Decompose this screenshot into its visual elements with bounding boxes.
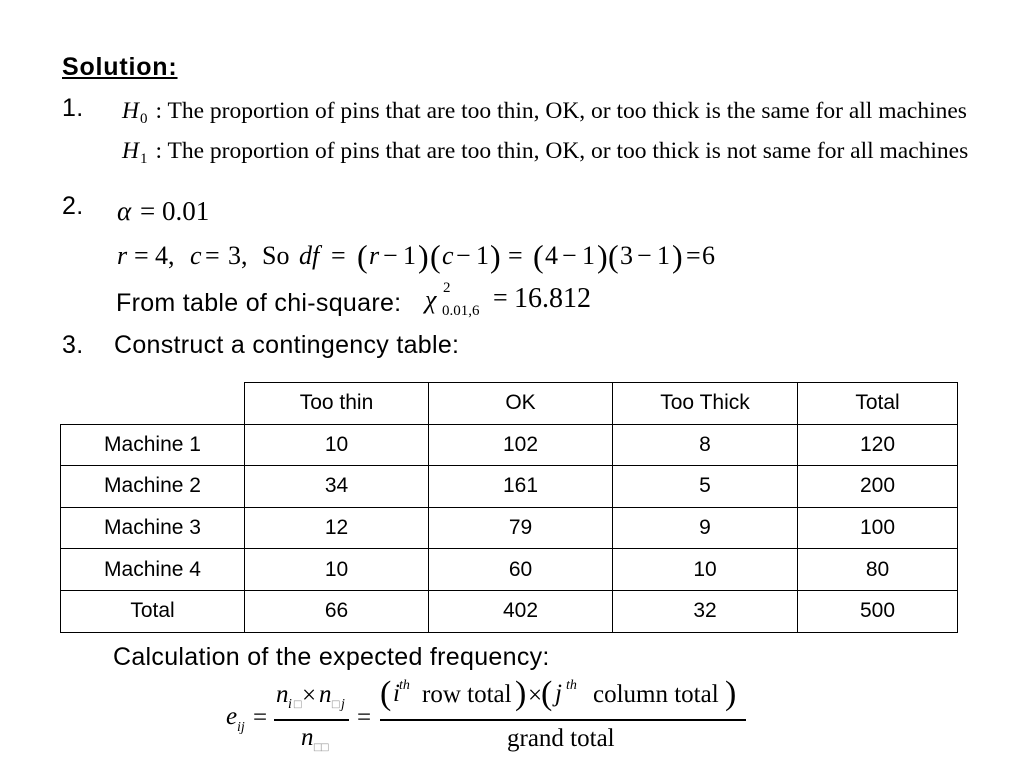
math-operator: = [134, 241, 149, 270]
math-number: 4, [155, 241, 175, 270]
table-cell: 60 [429, 549, 613, 591]
chi-symbol: χ [425, 285, 437, 314]
math-number: 3, [228, 241, 248, 270]
table-row [61, 424, 958, 466]
step-2-number: 2. [62, 192, 84, 220]
math-number: 1 [476, 241, 489, 270]
math-variable: c [442, 241, 454, 270]
math-number: 3 [620, 241, 633, 270]
math-paren: ( [380, 675, 392, 712]
math-paren: ( [357, 238, 368, 274]
math-variable: i [393, 680, 400, 707]
math-subscript: j [341, 697, 345, 712]
table-header-cell: OK [429, 383, 613, 425]
step-1-number: 1. [62, 94, 84, 122]
alpha-symbol: α [117, 196, 132, 226]
null-hypothesis [122, 96, 967, 129]
math-operator: = [508, 241, 523, 270]
table-corner-cell [61, 383, 245, 425]
math-superscript: th [399, 678, 410, 693]
table-cell: 34 [245, 466, 429, 508]
step-3-number: 3. [62, 331, 84, 359]
chi-square-label: From table of chi-square: [116, 289, 402, 317]
chi-critical-value: 16.812 [514, 283, 591, 314]
formula-lhs: e [226, 703, 238, 730]
h1-text: : The proportion of pins that are too thin, OK, or too thick is not same for all machines [155, 138, 969, 164]
table-cell: 9 [613, 507, 798, 549]
missing-glyph-box: □ [313, 742, 323, 753]
table-cell: 8 [613, 424, 798, 466]
formula-equals: = [357, 704, 372, 731]
table-header-cell: Total [798, 383, 958, 425]
math-variable: r [369, 241, 380, 270]
math-variable: n [319, 681, 332, 708]
table-cell: 5 [613, 466, 798, 508]
h0-text: : The proportion of pins that are too thin, OK, or too thick is the same for all machines [155, 98, 967, 124]
table-cell: 500 [798, 590, 958, 632]
table-header-row [61, 383, 958, 425]
math-variable: n [301, 724, 314, 751]
table-cell: 402 [429, 590, 613, 632]
math-paren: ) [515, 675, 527, 712]
math-variable: j [555, 680, 562, 707]
df-result: 6 [702, 241, 715, 270]
row-label: Total [61, 590, 245, 632]
table-cell: 79 [429, 507, 613, 549]
math-variable: c [190, 241, 202, 270]
table-cell: 66 [245, 590, 429, 632]
math-variable: r [117, 241, 128, 270]
math-operator: = [205, 241, 220, 270]
missing-glyph-box: □ [331, 699, 341, 710]
table-row [61, 466, 958, 508]
math-operator: × [528, 682, 543, 709]
math-paren: ) [490, 238, 501, 274]
missing-glyph-box: □ [293, 699, 303, 710]
math-operator: × [302, 682, 317, 709]
math-number: 1 [657, 241, 670, 270]
math-operator: − [562, 241, 577, 270]
table-row [61, 549, 958, 591]
math-superscript: th [566, 678, 577, 693]
formula-lhs-subscript: ij [237, 720, 245, 735]
table-cell: 161 [429, 466, 613, 508]
math-word: So [262, 241, 290, 270]
column-total-text: column total [593, 681, 719, 708]
math-paren: ) [725, 675, 737, 712]
expected-frequency-label: Calculation of the expected frequency: [113, 643, 550, 671]
row-label: Machine 1 [61, 424, 245, 466]
math-subscript: i [288, 697, 292, 712]
table-cell: 100 [798, 507, 958, 549]
table-cell: 120 [798, 424, 958, 466]
contingency-table-label: Construct a contingency table: [114, 331, 460, 359]
math-operator: − [383, 241, 398, 270]
chi-subscript: 0.01,6 [442, 303, 480, 319]
math-number: 4 [545, 241, 558, 270]
table-header-cell: Too Thick [613, 383, 798, 425]
table-cell: 12 [245, 507, 429, 549]
h0-subscript: 0 [139, 111, 148, 127]
table-cell: 10 [245, 549, 429, 591]
math-variable: df [299, 241, 320, 270]
math-paren: ) [597, 238, 608, 274]
table-row [61, 507, 958, 549]
math-paren: ( [533, 238, 544, 274]
math-number: 1 [403, 241, 416, 270]
row-label: Machine 3 [61, 507, 245, 549]
math-operator: = [331, 241, 346, 270]
missing-glyph-box: □ [320, 742, 330, 753]
chi-superscript: 2 [443, 280, 451, 296]
alternative-hypothesis [122, 136, 968, 169]
math-operator: − [637, 241, 652, 270]
table-cell: 10 [613, 549, 798, 591]
alpha-value: 0.01 [162, 196, 210, 226]
alpha-equation [0, 191, 1024, 231]
math-number: 1 [582, 241, 595, 270]
h1-symbol: H [122, 138, 139, 164]
math-paren: ) [672, 238, 683, 274]
h1-subscript: 1 [139, 151, 148, 167]
chi-equals: = [493, 283, 508, 312]
row-total-text: row total [422, 681, 512, 708]
table-cell: 80 [798, 549, 958, 591]
grand-total-text: grand total [507, 725, 615, 752]
row-label: Machine 4 [61, 549, 245, 591]
solution-heading: Solution: [62, 53, 178, 81]
math-operator: − [456, 241, 471, 270]
formula-equals: = [253, 704, 268, 731]
table-total-row [61, 590, 958, 632]
math-operator: = [686, 241, 701, 270]
alpha-equals: = [140, 196, 156, 226]
math-paren: ( [541, 675, 553, 712]
math-paren: ) [418, 238, 429, 274]
math-variable: n [276, 681, 289, 708]
table-cell: 10 [245, 424, 429, 466]
table-cell: 102 [429, 424, 613, 466]
contingency-table [60, 382, 958, 633]
table-cell: 32 [613, 590, 798, 632]
row-label: Machine 2 [61, 466, 245, 508]
degrees-of-freedom-equation [0, 236, 1024, 276]
h0-symbol: H [122, 98, 139, 124]
math-paren: ( [430, 238, 441, 274]
table-cell: 200 [798, 466, 958, 508]
table-header-cell: Too thin [245, 383, 429, 425]
math-paren: ( [608, 238, 619, 274]
